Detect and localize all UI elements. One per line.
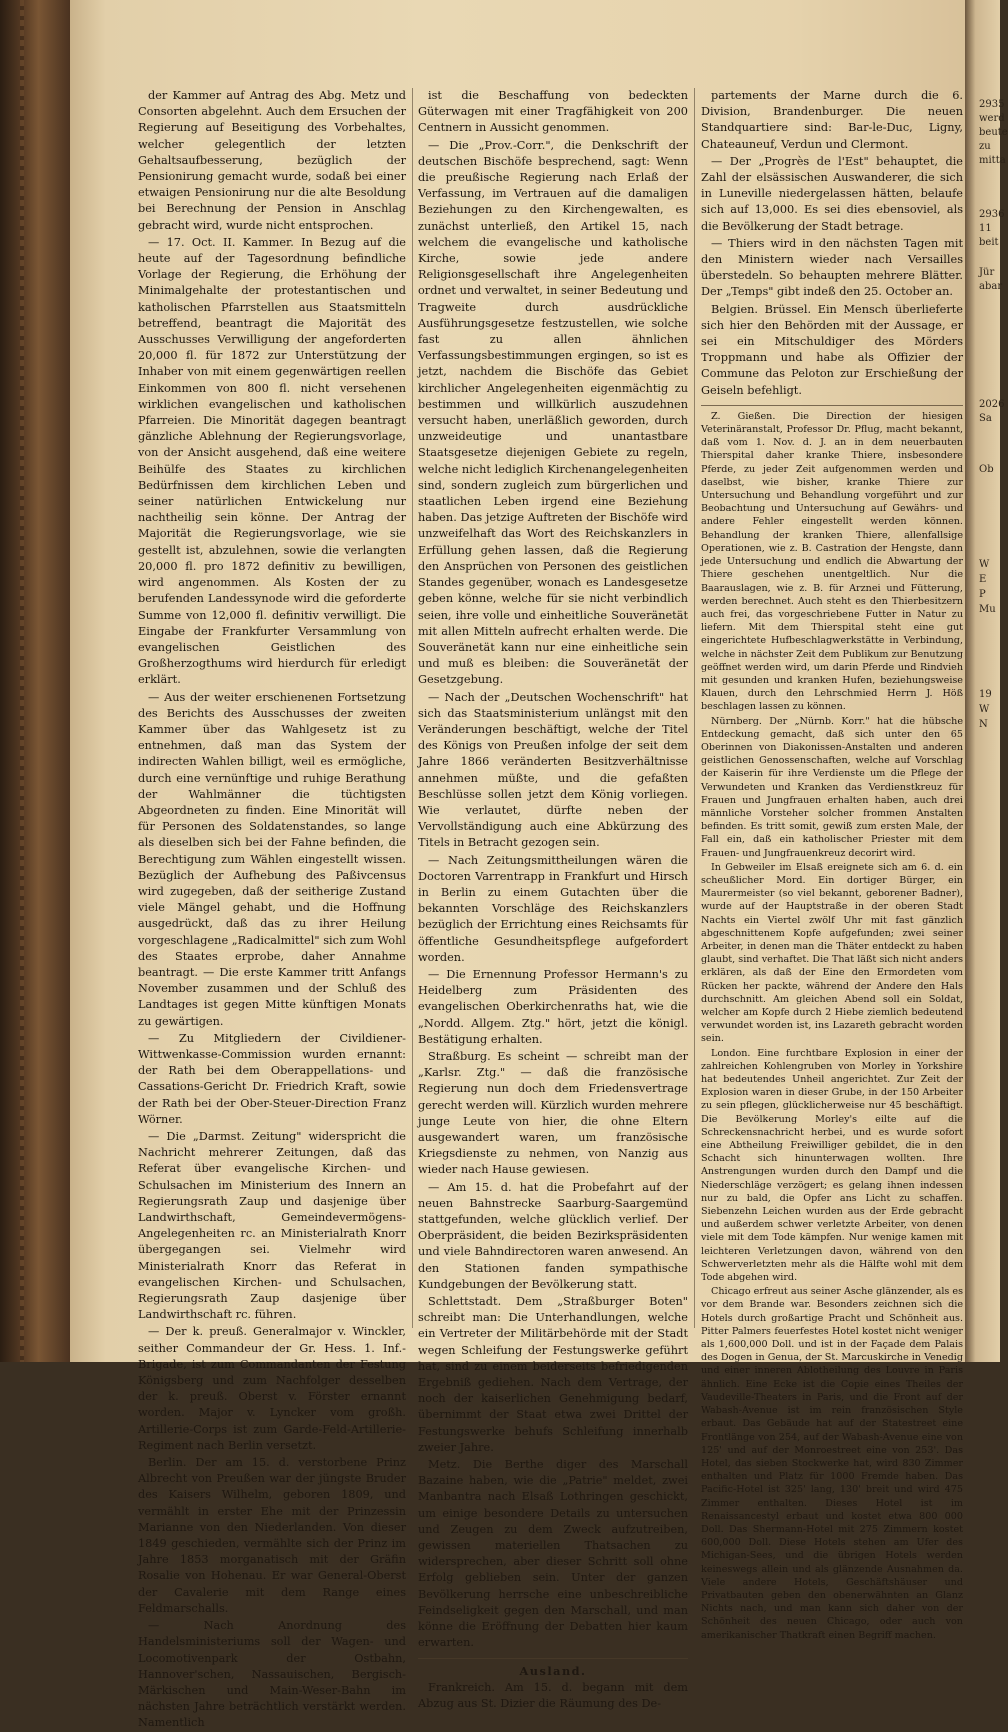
page-fragment: beit [979,237,999,248]
column-1 [138,88,406,1730]
column-rule-1 [412,88,413,1328]
page-fragment: 19 [979,689,992,700]
article-paragraph: ist die Beschaffung von bedeckten Güterwagen mit einer Tragfähigkeit von 200 Centnern in Aussicht genommen. [418,89,688,135]
article-paragraph: — Aus der weiter erschienenen Fortsetzung des Berichts des Ausschusses der zweiten Kammer über das Wahlgesetz ist zu entnehmen, daß man das System der indirecten Wahlen billigt, weil es ermögliche, durch eine vernünftige und ruhige Berathung der Wahlmänner die tüchtigsten Abgeordneten zu finden. Eine Minorität will für Personen des Soldatenstandes, so lange als dieselben sich bei der Fahne befinden, die Berechtigung zum Wählen eingestellt wissen. Bezüglich der Aufhebung des Paßivcensus wird zugegeben, daß der seitherige Zustand viele Mängel gehabt, und die Hoffnung ausgedrückt, daß das zu ihrer Heilung vorgeschlagene „Radicalmittel" sich zum Wohl des Staates erprobe, daher Annahme beantragt. — Die erste Kammer tritt Anfangs November zusammen und der Schluß des Landtages ist gegen Mitte künftigen Monats zu gewärtigen. [138,690,406,1028]
article-paragraph: Frankreich. Am 15. d. begann mit dem Abzug aus St. Dizier die Räumung des De- [418,1680,688,1710]
article-paragraph: Straßburg. Es scheint — schreibt man der „Karlsr. Ztg." — daß die französische Regierung nun doch dem Friedensvertrage gerecht werden will. Kürzlich wurden mehrere junge Leute von hier, die ohne Eltern ausgewandert waren, um französische Kriegsdienste zu nehmen, von Nanzig aus wieder nach Hause gewiesen. [418,1049,688,1177]
article-paragraph: — Zu Mitgliedern der Civildiener-Wittwenkasse-Commission wurden ernannt: der Rath bei dem Oberappellations- und Cassations-Gericht Dr. Friedrich Kraft, sowie der Rath bei der Ober-Steuer-Direction Franz Wörner. [138,1031,406,1126]
page-fragment: P [979,589,986,600]
section-heading-ausland: Ausland. [519,1663,587,1678]
page-fragment: zu [979,141,991,152]
page-fragment: Ob [979,464,994,475]
article-paragraph: — Am 15. d. hat die Probefahrt auf der neuen Bahnstrecke Saarburg-Saargemünd stattgefunden, welche glücklich verlief. Der Oberpräsident, die beiden Bezirkspräsidenten und viele Bahndirectoren waren anwesend. An den Stationen fanden sympathische Kundgebungen der Bevölkerung statt. [418,1180,688,1291]
article-paragraph: — Die Ernennung Professor Hermann's zu Heidelberg zum Präsidenten des evangelischen Oberkirchenraths hat, wie die „Nordd. Allgem. Ztg." hört, jetzt die königl. Bestätigung erhalten. [418,967,688,1046]
article-paragraph: — Nach der „Deutschen Wochenschrift" hat sich das Staatsministerium unlängst mit den Veränderungen beschäftigt, welche der Titel des Königs von Preußen infolge der seit dem Jahre 1866 veränderten Besitzverhältnisse annehmen müßte, und die gefaßten Beschlüsse sollen jetzt dem König vorliegen. Wie verlautet, dürfte neben der Vervollständigung auch eine Abkürzung des Titels in Betracht gezogen sein. [418,690,688,850]
small-print-paragraph: Chicago erfreut aus seiner Asche glänzender, als es vor dem Brande war. Besonders zeichnen sich die Hotels durch großartige Pracht und Schönheit aus. Pitter Palmers feuerfestes Hotel kostet nicht weniger als 1,600,000 Doll. und ist in der Façade dem Palais des Dogen in Genua, der St. Marcuskirche in Venedig und einer inneren Ablotheilung des Louvre in Paris ähnlich. Eine Ecke ist die Copie eines Theiles der Vaudeville-Theaters in Paris, und die Front auf der Wabash-Avenue ist im rein französischen Style erbaut. Das Gebäude hat auf der Statestreet eine Frontlänge von 254, auf der Wabash-Avenue eine von 125' und auf der Monroestreet eine von 253'. Das Hotel, das sieben Stockwerke hat, wird 830 Zimmer enthalten und Platz für 1000 Fremde haben. Das Pacific-Hotel ist 325' lang, 130' breit und wird 475 Zimmer enthalten. Dieses Hotel ist im Renaissancestyl erbaut und kostet etwa 800 000 Doll. Das Shermann-Hotel mit 275 Zimmern kostet 600,000 Doll. Diese Hotels stehen am Ufer des Michigan-Sees, und die übrigen Hotels werden keineswegs allein und als glänzende Ausnahmen da. Viele andere Hotels, Geschäftshäuser und Privatbauten geben den obenerwähnten an Glanz Nichts nach, und man kann sich daher von der Schönheit des neuen Chicago, oder auch von amerikanischer Thatkraft einen Begriff machen. [701,1286,963,1641]
page-fragment: abar [979,281,1003,292]
article-paragraph: — 17. Oct. II. Kammer. In Bezug auf die heute auf der Tagesordnung befindliche Vorlage der Regierung, die Erhöhung der Minimalgehalte der protestantischen und katholischen Pfarrstellen aus Staatsmitteln betreffend, beantragt die Majorität des Ausschusses Verwilligung der angeforderten 20,000 fl. für 1872 zur Unterstützung der Inhaber von mit einem gegenwärtigen reellen Einkommen von 800 fl. nicht versehenen wirklichen evangelischen und katholischen Pfarreien. Die Minorität dagegen beantragt gänzliche Ablehnung der Regierungsvorlage, von der Ansicht ausgehend, daß eine weitere Beihülfe des Staates zu kirchlichen Bedürfnissen dem kirchlichen Leben und seiner natürlichen Entwickelung nur nachtheilig sein könne. Der Antrag der Majorität die Regierungsvorlage, wie sie gestellt ist, abzulehnen, sowie die verlangten 20,000 fl. pro 1872 definitiv zu bewilligen, wird angenommen. Als Kosten der zu berufenden Landessynode wird die geforderte Summe von 12,000 fl. definitiv verwilligt. Die Eingabe der Frankfurter Versammlung von evangelischen Geistlichen des Großherzogthums wird hierdurch für erledigt erklärt. [138,235,406,687]
column-2 [418,88,688,1710]
section-divider [418,1658,688,1659]
article-paragraph: Belgien. Brüssel. Ein Mensch überlieferte sich hier den Behörden mit der Aussage, er sei ein Mitschuldiger des Mörders Troppmann und habe als Offizier der Commune das Peloton zur Erschießung der Geiseln befehligt. [701,302,963,397]
page-fragment: Jür [979,267,995,278]
adjacent-page-edge [965,0,1008,1362]
page-fragment: 11 [979,223,992,234]
article-paragraph: Metz. Die Berthe diger des Marschall Bazaine haben, wie die „Patrie" meldet, zwei Manbantra nach Elsaß Lothringen geschickt, um einige besondere Details zu untersuchen und Zeugen zu dem Zweck aufzutreiben, gewissen materiellen Thatsachen zu widersprechen, aber dieser Schritt soll ohne Erfolg geblieben sein. Unter der ganzen Bevölkerung herrsche eine unbeschreibliche Feindseligkeit gegen den Marschall, und man könne die Eröffnung der Debatten hier kaum erwarten. [418,1458,688,1650]
article-paragraph: Schlettstadt. Dem „Straßburger Boten" schreibt man: Die Unterhandlungen, welche ein Vertreter der Militärbehörde mit der Stadt wegen Schleifung der Festungswerke geführt hat, sind zu einem beiderseits befriedigenden Ergebniß gediehen. Nach dem Vertrage, der noch der kaiserlichen Genehmigung bedarf, übernimmt der Staat etwa zwei Drittel der Festungswerke behufs Schleifung innerhalb zweier Jahre. [418,1295,688,1454]
small-print-paragraph: In Gebweiler im Elsaß ereignete sich am 6. d. ein scheußlicher Mord. Ein dortiger Bürger, ein Maurermeister (so viel bekannt, geborener Badner), wurde auf der Hauptstraße in der oberen Stadt Nachts ein Viertel zwölf Uhr mit fast gänzlich abgeschnittenem Kopfe aufgefunden; zwei seiner Arbeiter, in denen man die Thäter entdeckt zu haben glaubt, sind verhaftet. Die That läßt sich nicht anders erklären, als daß der Eine den Ermordeten vom Rücken her packte, während der Andere den Hals durchschnitt. Am gleichen Abend soll ein Soldat, welcher am Kopfe durch 2 Hiebe ziemlich bedeutend verwundet worden ist, ins Lazareth gebracht worden sein. [701,861,963,1045]
article-paragraph: — Die „Prov.-Corr.", die Denkschrift der deutschen Bischöfe besprechend, sagt: Wenn die preußische Regierung nach Erlaß der Verfassung, im Vertrauen auf die damaligen Beziehungen zu den Kirchengewalten, es zunächst unterließ, den Artikel 15, nach welchem die evangelische und katholische Kirche, sowie jede andere Religionsgesellschaft ihre Angelegenheiten ordnet und verwaltet, in seiner Bedeutung und Tragweite durch ausdrückliche Ausführungsgesetze festzustellen, wie solche fast zu allen ähnlichen Verfassungsbestimmungen ergingen, so ist es jetzt, nachdem die Bischöfe das Gebiet kirchlicher Angelegenheiten eigenmächtig zu bestimmen und willkürlich auszudehnen versucht haben, unerläßlich geworden, durch unzweideutige und unantastbare Staatsgesetze diejenigen Gebiete zu regeln, welche nicht lediglich Kirchenangelegenheiten sind, sondern zugleich zum bürgerlichen und staatlichen Leben irgend eine Beziehung haben. Das jetzige Auftreten der Bischöfe wird unzweifelhaft das Wort des Reichskanzlers in Erfüllung gehen lassen, daß die Regierung den Ansprüchen von Personen des geistlichen Standes gegenüber, wonach es Landesgesetze geben könne, welche für sie nicht verbindlich seien, ihre volle und einheitliche Souveränetät mit allen Mitteln aufrecht erhalten werde. Die Souveränetät kann nur eine einheitliche sein und muß es bleiben: die Souveränetät der Gesetzgebung. [418,138,688,687]
page-fragment: E [979,574,987,585]
article-paragraph: — Thiers wird in den nächsten Tagen mit den Ministern wieder nach Versailles überstedeln. So behaupten mehrere Blätter. Der „Temps" gibt indeß den 25. October an. [701,236,963,299]
page-fragment: beute [979,127,1008,138]
article-paragraph: — Der „Progrès de l'Est" behauptet, die Zahl der elsässischen Auswanderer, die sich in Luneville niedergelassen hätten, belaufe sich auf 13,000. Es sei dies ebensoviel, als die Bevölkerung der Stadt betrage. [701,154,963,233]
book-binding [0,0,70,1362]
page-fragment: N [979,719,988,730]
page-fragment: werd [979,113,1005,124]
small-print-paragraph: Z. Gießen. Die Direction der hiesigen Veterinäranstalt, Professor Dr. Pflug, macht bekannt, daß vom 1. Nov. d. J. an in dem neuerbauten Thierspital daher kranke Thiere, insbesondere Pferde, zu jeder Zeit aufgenommen werden und daselbst, wie bisher, kranke Thiere zur Untersuchung und Behandlung vorgeführt und zur Beobachtung und Untersuchung auf Gewährs- und andere Fehler eingestellt werden können. Behandlung der kranken Thiere, allenfallsige Operationen, wie z. B. Castration der Hengste, dann jede Untersuchung und endlich die Abwartung der Thiere geschehen unentgeltlich. Nur die Baarauslagen, wie z. B. für Arznei und Fütterung, werden berechnet. Auch steht es den Thierbesitzern auch frei, das vorgeschriebene Futter in Natur zu liefern. Mit dem Thierspital steht eine gut eingerichtete Hufbeschlagwerkstätte in Verbindung, welche in nächster Zeit dem Publikum zur Benutzung geöffnet werden wird, um darin Pferde und Rindvieh mit gesunden und kranken Hufen, beziehungsweise Klauen, durch den Lehrschmied Herrn J. Höß beschlagen lassen zu können. [701,410,963,713]
article-paragraph: — Nach Anordnung des Handelsministeriums soll der Wagen- und Locomotivenpark der Ostbahn, Hannover'schen, Nassauischen, Bergisch-Märkischen und Main-Weser-Bahn im nächsten Jahre beträchtlich verstärkt werden. Namentlich [138,1619,406,1730]
article-paragraph: der Kammer auf Antrag des Abg. Metz und Consorten abgelehnt. Auch dem Ersuchen der Regierung auf Beseitigung des Vorbehaltes, welcher gelegentlich der letzten Gehaltsaufbesserung, bezüglich der Pensionirung gemacht wurde, sodaß bei einer etwaigen Pensionirung nur die alte Besoldung bei Berechnung der Pension in Anschlag gebracht wird, wurde nicht entsprochen. [138,89,406,232]
column-rule-2 [694,88,695,1328]
page-fragment: W [979,704,990,715]
page-fragment: 2935 [979,99,1005,110]
section-divider [701,405,963,406]
page-fragment: Sa [979,413,992,424]
article-paragraph: partements der Marne durch die 6. Division, Brandenburger. Die neuen Standquartiere sind: Bar-le-Duc, Ligny, Chateauneuf, Verdun und Clermont. [701,89,963,151]
article-paragraph: — Der k. preuß. Generalmajor v. Winckler, seither Commandeur der Gr. Hess. 1. Inf.-Brigade, ist zum Commandanten der Festung Königsberg und zum Nachfolger desselben der k. preuß. Oberst v. Förster ernannt worden. Major v. Lyncker vom großh. Artillerie-Corps ist zum Garde-Feld-Artillerie-Regiment nach Berlin versetzt. [138,1325,406,1452]
article-paragraph: Berlin. Der am 15. d. verstorbene Prinz Albrecht von Preußen war der jüngste Bruder des Kaisers Wilhelm, geboren 1809, und vermählt in erster Ehe mit der Prinzessin Marianne von den Niederlanden. Von dieser 1849 geschieden, vermählte sich der Prinz im Jahre 1853 morganatisch mit der Gräfin Rosalie von Hohenau. Er war General-Oberst der Cavalerie mit dem Range eines Feldmarschalls. [138,1456,406,1615]
article-paragraph: — Nach Zeitungsmittheilungen wären die Doctoren Varrentrapp in Frankfurt und Hirsch in Berlin zu einem Gutachten über die bekannten Vorschläge des Reichskanzlers bezüglich der Errichtung eines Reichsamts für öffentliche Gesundheitspflege aufgefordert worden. [418,853,688,964]
page-fragment: 2026 [979,399,1005,410]
page-fragment: Mu [979,604,996,615]
small-print-paragraph: London. Eine furchtbare Explosion in einer der zahlreichen Kohlengruben von Morley in Yorkshire hat bedeutendes Unheil angerichtet. Zur Zeit der Explosion waren in dieser Grube, in der 150 Arbeiter zu sein pflegen, glücklicherweise nur 45 beschäftigt. Die Bevölkerung Morley's eilte auf die Schreckensnachricht herbei, und es wurde sofort eine Abtheilung Freiwilliger gebildet, die in den Schacht sich hinunterwagen wollten. Ihre Anstrengungen wurden durch den Dampf und die Niederschläge verzögert; es gelang ihnen indessen nur zu bald, die Opfer ans Licht zu schaffen. Siebenzehn Leichen wurden aus der Erde gebracht und außerdem schwer verletzte Arbeiter, von denen viele mit dem Tode kämpfen. Nur wenige kamen mit leichteren Verletzungen davon, während von den Schwerverletzten mehr als die Hälfte wohl mit dem Tode abgehen wird. [701,1047,963,1284]
article-paragraph: — Die „Darmst. Zeitung" widerspricht die Nachricht mehrerer Zeitungen, daß das Referat über evangelische Kirchen- und Schulsachen im Ministerium des Innern an Regierungsrath Zaup und dasjenige über Landwirthschaft, Gemeindevermögens-Angelegenheiten rc. an Ministerialrath Knorr übergegangen sei. Vielmehr wird Ministerialrath Knorr das Referat in evangelischen Kirchen- und Schulsachen, Regierungsrath Zaup dasjenige über Landwirthschaft rc. führen. [138,1130,406,1322]
column-3 [701,88,963,1641]
page-fragment: mitta [979,155,1006,166]
page-fragment: W [979,559,990,570]
small-print-paragraph: Nürnberg. Der „Nürnb. Korr." hat die hübsche Entdeckung gemacht, daß sich unter den 65 Oberinnen von Diakonissen-Anstalten und anderen geistlichen Genossenschaften, welche auf Vorschlag der Kaiserin für ihre Verdienste um die Pflege der Verwundeten und Kranken das Verdienstkreuz für Frauen und Jungfrauen erhalten haben, auch drei männliche Vorsteher solcher frommen Anstalten befinden. Es tritt somit, gewiß zum ersten Male, der Fall ein, daß ein katholischer Priester mit dem Frauen- und Jungfrauenkreuz decorirt wird. [701,715,963,859]
page-fragment: 2936 [979,209,1005,220]
